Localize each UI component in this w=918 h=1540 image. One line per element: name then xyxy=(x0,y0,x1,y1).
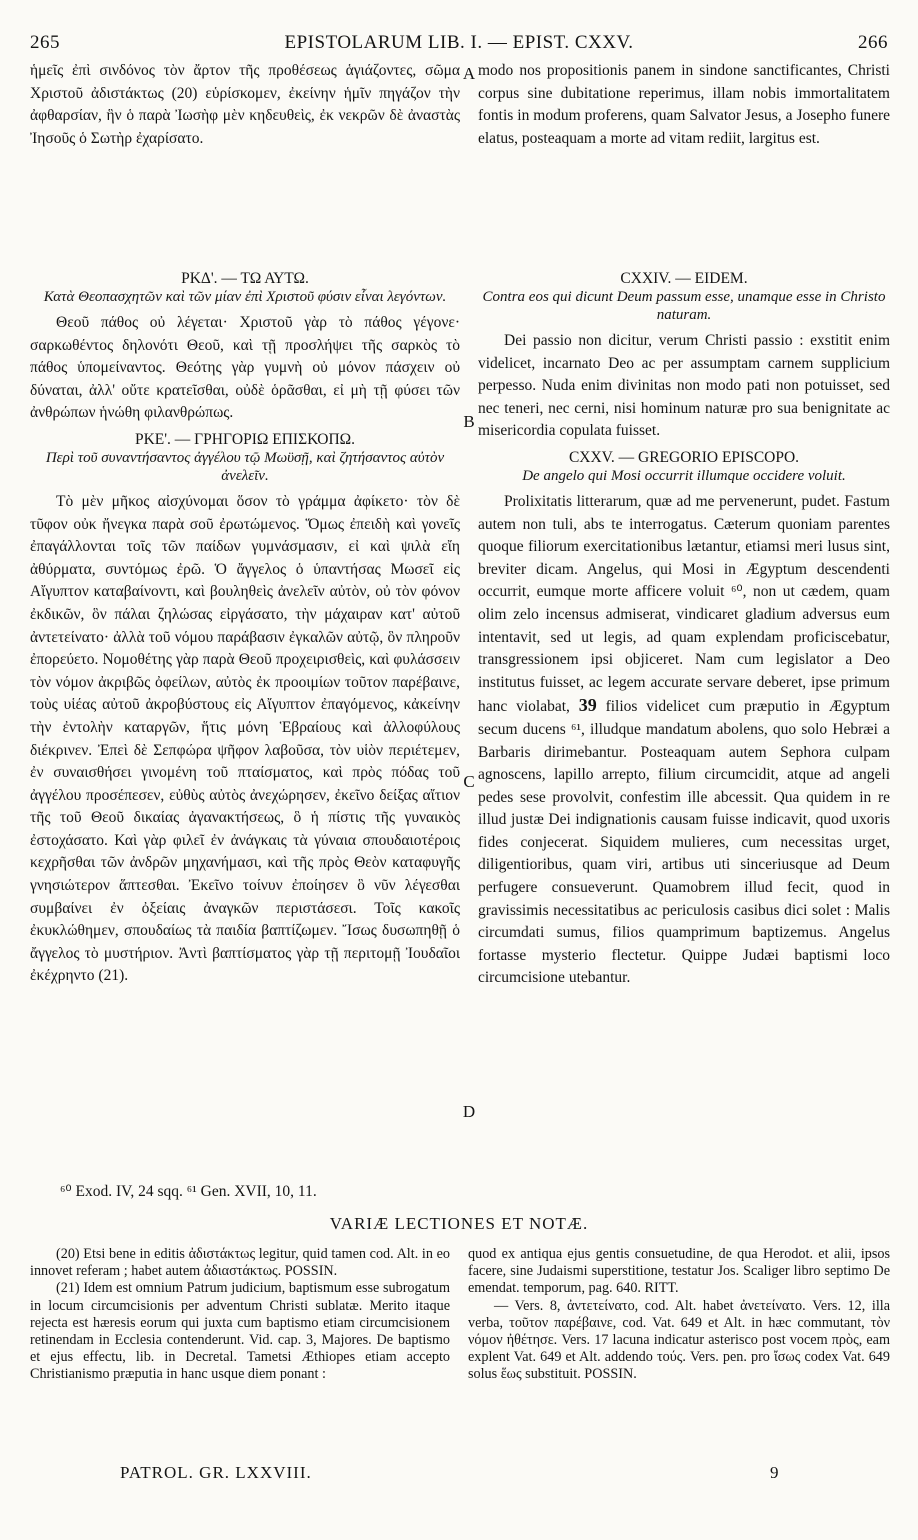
greek-heading-125: ΡΚΕ'. — ΓΡΗΓΟΡΙΩ ΕΠΙΣΚΟΠΩ. xyxy=(134,430,356,448)
note-variants: — Vers. 8, ἀντετείνατο, cod. Alt. habet ἀνετείνατο. Vers. 12, illa verba, τοῦτον παρέβαινε, cod. Vat. 649 et Alt. in hæc commutant, τὸν νόμον ἠθέτησε. Vers. 17 lacuna indicatur asterisco post vocem πρὸς, eam explent Vat. 649 et Alt. addendo τούς. Vers. pen. pro ἴσως codex Vat. 649 solus ἕως substituit. POSSIN. xyxy=(468,1297,890,1383)
latin-intro: modo nos propositionis panem in sindone sanctificantes, Christi corpus sine dubitatione reperimus, illam nobis immortalitatem fontis in modum proferens, quam Salvator Jesus, a Josepho funere elatus, posteaquam a morte ad vitam rediit, largitus est. xyxy=(478,62,890,147)
greek-column xyxy=(30,60,460,988)
greek-heading-124: ΡΚΔ'. — ΤΩ ΑΥΤΩ. xyxy=(181,270,309,287)
right-page-number: 266 xyxy=(858,32,888,53)
running-title: EPISTOLARUM LIB. I. — EPIST. CXXV. xyxy=(284,32,634,53)
notes-right-column xyxy=(468,1246,890,1384)
latin-heading-124: CXXIV. — EIDEM. xyxy=(620,270,748,287)
note-21-continued: quod ex antiqua ejus gentis consuetudine, de qua Herodot. et alii, ipsos facere, sine Judaismi superstitione, testatur Jos. Scaliger libro septimo De emendat. temporum, pag. 640. RITT. xyxy=(468,1246,890,1297)
latin-letter-124: Dei passio non dicitur, verum Christi passio : exstitit enim videlicet, incarnato Deo ac per assumptam carnem supplicium perpesso. Nuda enim divinitas non modo pati non potuisset, sed nec teneri, nec cerni, nisi hominum naturæ pro sua benignitate ac misericordia copulata fuisset. xyxy=(478,332,890,440)
notes-left-column xyxy=(30,1246,450,1384)
latin-letter-125-part1: Prolixitatis litterarum, quæ ad me pervenerunt, pudet. Fastum autem non tuli, abs te interrogatus. Cæterum quoniam parentes quoque filiorum exercitationibus lætantur, etiamsi meri lusus sint, breviter dicam. Angelus, qui Mosi in Ægyptum descendenti occurrit, eumque morte afficere voluit ⁶⁰, non ut cædem, quam olim zelo incensus admiserat, vindicaret gladium adversus eum intentavit, sed ut legis, ad quam explendam proficiscebatur, transgressionem ipsi objiceret. Nam cum legislator a Deo institutus fuisset, ac legem accurate servare deberet, ipse primum hanc violabat, xyxy=(478,492,890,716)
greek-subtitle-125: Περὶ τοῦ συναντήσαντος ἀγγέλου τῷ Μωϋσῇ, καὶ ζητήσαντος αὐτὸν ἀνελεῖν. xyxy=(45,449,445,484)
margin-letter-b: B xyxy=(463,412,475,431)
note-20: (20) Etsi bene in editis ἀδιστάκτως legitur, quid tamen cod. Alt. in eo innovet referam ; habet autem ἀδιαστάκτως. POSSIN. xyxy=(30,1246,450,1280)
greek-subtitle-124: Κατὰ Θεοπασχητῶν καὶ τῶν μίαν ἐπὶ Χριστοῦ φύσιν εἶναι λεγόντων. xyxy=(43,289,447,305)
column-number-marker: 39 xyxy=(578,695,597,716)
greek-letter-125: Τὸ μὲν μῆκος αἰσχύνομαι ὅσον τὸ γράμμα ἀφίκετο· τὸν δὲ τῦφον οὐκ ἤνεγκα παρὰ σοῦ ἐρωτώμενος. Ὅμως ἐπειδὴ καὶ γονεῖς ἐπαγάλλονται τοῖς τῶν παίδων γυμνάσμασιν, εἰ καὶ ψιλὰ εἴη ἀθύρματα, συντόμως ἐρῶ. Ὁ ἄγγελος ὁ ὑπαντήσας Μωσεῖ εἰς Αἴγυπτον καταβαίνοντι, καὶ βουληθεὶς ἀνελεῖν αὐτὸν, οὐ τὸν φόνον ἐκδικῶν, ὃν πάλαι ζηλώσας εἰργάσατο, τὴν μάχαιραν κατ' αὐτοῦ ἀντετείνατο· ἀλλὰ τοῦ νόμου παράβασιν ἐγκαλῶν αὐτῷ, ὃν πληροῦν ἐπορεύετο. Νομοθέτης γὰρ παρὰ Θεοῦ προχειρισθεὶς, καὶ φυλάσσειν τὸν νόμον ἀκριβῶς ὀφείλων, αὐτὸς ἐκ προοιμίων τοῦτον παρέβαινε, τοὺς υἱέας αὐτοῦ ἀκροβύστους εἰς Αἴγυπτον ἐπαγόμενος, κἀκείνην τὴν ἐντολὴν καταργῶν, ἥτις μόνη Ἑβραίους καὶ ἀλλοφύλους διέκρινεν. Ἐπεὶ δὲ Σεπφώρα ψῆφον λαβοῦσα, τὸν υἱὸν περιέτεμεν, ἐν συναισθήσει γινομένη τοῦ πταίσματος, καὶ πρὸς πόδας τοῦ ἀγγέλου προσέπεσεν, εὐθὺς αὐτὸς ἀνεχώρησεν, ἐκεῖνο δείξας αἴτιον τῆς τοῦ Θεοῦ δικαίας ἀγανακτήσεως, ὃ ἡ πίστις τῆς γυναικὸς ἐστοχάσατο. Καὶ γὰρ φιλεῖ ἐν ἀνάγκαις τὰ γύναια σπουδαιοτέροις κεχρῆσθαι τῶν ἀνδρῶν μηχανήμασι, καὶ τῆς πρὸς Θεὸν καταφυγῆς γνησιώτερον ἅπτεσθαι. Ἐκεῖνο τοίνυν ἐποίησεν ὃ νῦν λέγεσθαι συμβαίνει ἐν ὀξείαις ἀναγκῶν περιστάσεσι. Τοῖς κακοῖς ἐκυκλώθημεν, σπουδαίως τὰ παιδία βαπτίζωμεν. Ἴσως δυσωπηθῇ ὁ ἄγγελος τὸ μυστήριον. Ἀντὶ βαπτίσματος γὰρ τῇ περιτομῇ Ἰουδαῖοι ἐκέχρηντο (21). xyxy=(30,492,460,985)
margin-letter-c: C xyxy=(463,772,475,791)
margin-letter-d: D xyxy=(462,1102,476,1121)
page-footer xyxy=(30,1463,888,1487)
greek-intro: ἡμεῖς ἐπὶ σινδόνος τὸν ἄρτον τῆς προθέσεως ἁγιάζοντες, σῶμα Χριστοῦ ἀδιστάκτως (20) εὑρίσκομεν, ἐκείνην ἡμῖν πηγάζον τὴν ἀφθαρσίαν, ἣν ὁ παρὰ Ἰωσὴφ μὲν κηδευθεὶς, ἐκ νεκρῶν δὲ ἀναστὰς Ἰησοῦς ὁ Σωτὴρ ἐχαρίσατο. xyxy=(30,62,460,147)
latin-subtitle-125: De angelo qui Mosi occurrit illumque occidere voluit. xyxy=(522,467,846,484)
greek-letter-124: Θεοῦ πάθος οὐ λέγεται· Χριστοῦ γὰρ τὸ πάθος γέγονε· σαρκωθέντος δηλονότι Θεοῦ, καὶ τῇ προσλήψει τῆς σαρκὸς τὸ πάθος ὑπομείναντος. Θεότης γὰρ γυμνὴ οὐ μόνον πάσχειν οὐ δύναται, ἀλλ' οὔτε κρατεῖσθαι, οὐδὲ ὁρᾶσθαι, εἰ μὴ τῇ φύσει τῶν ἀνθρώπων ἡνώθη φιλανθρώπως. xyxy=(30,314,460,422)
varia-lectiones-title: VARIÆ LECTIONES ET NOTÆ. xyxy=(329,1214,589,1233)
latin-letter-125-part2: filios videlicet cum præputio in Ægyptum secum ducens ⁶¹, illudque mandatum abolens, quo solo Hebræi a Barbaris dirimebantur. Posteaquam autem Sephora culpam agnoscens, lapillo arrepto, filium circumcidit, atque ad angeli pedes sese provolvit, confestim ille abcessit. Qua quidem in re illud justæ Dei indignationis causam fuisse indicavit, quod uxoris fides conjecerat. Siquidem mulieres, cum necessitas urget, diligentioribus, quam viri, artibus uti sinceriusque ad Deum perfugere consueverunt. Quamobrem illud fecit, quod in gravissimis necessitatibus ac periculosis casibus dici solet : Malis circumdati sumus, filios quamprimum baptizemus. Angelus fortasse mysterio flectetur. Quippe Judæi baptismi loco circumcisione utebantur. xyxy=(478,698,891,987)
latin-letter-125 xyxy=(478,491,890,990)
margin-letter-a: A xyxy=(462,64,476,83)
latin-subtitle-124: Contra eos qui dicunt Deum passum esse, unamque esse in Christo naturam. xyxy=(482,289,886,323)
footer-gathering-number: 9 xyxy=(770,1463,779,1482)
note-21: (21) Idem est omnium Patrum judicium, baptismum esse subrogatum in locum circumcisionis per adventum Christi sublatæ. Merito itaque rejecta est hæresis eorum qui juxta cum baptismo etiam circumcisionem retinendam in Ecclesia contenderunt. Vid. cap. 3, Majores. De baptismo et ejus effectu, lib. in Decretal. Tametsi Æthiopes etiam accepto Christianismo præputia in hanc usque diem ponant : xyxy=(30,1280,450,1383)
latin-heading-125: CXXV. — GREGORIO EPISCOPO. xyxy=(568,448,800,466)
page-header xyxy=(30,32,888,60)
footer-signature: PATROL. GR. LXXVIII. xyxy=(120,1463,312,1482)
left-page-number: 265 xyxy=(30,32,60,53)
latin-column xyxy=(478,60,890,990)
footnotes: ⁶⁰ Exod. IV, 24 sqq. ⁶¹ Gen. XVII, 10, 11. xyxy=(60,1183,317,1200)
